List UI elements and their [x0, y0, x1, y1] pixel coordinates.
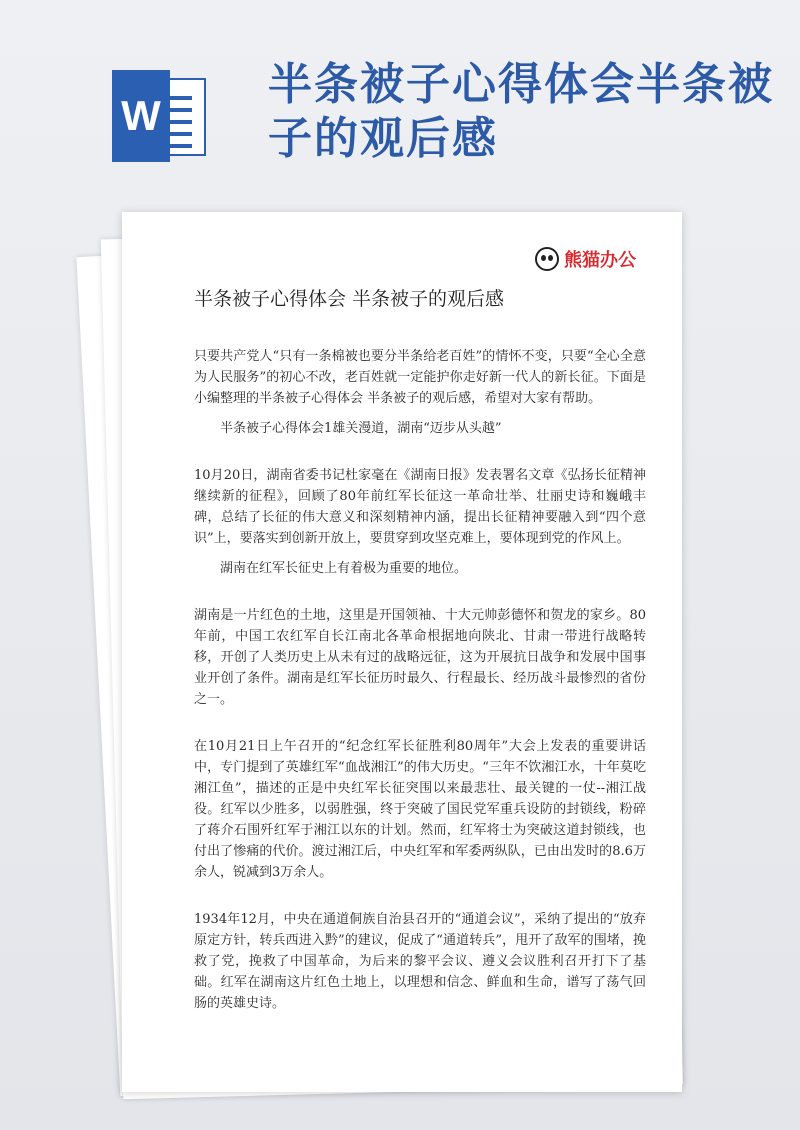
page-title: 半条被子心得体会半条被子的观后感: [268, 59, 774, 164]
paragraph: 在10月21日上午召开的“纪念红军长征胜利80周年”大会上发表的重要讲话中，专门提到了英雄红军“血战湘江”的伟大历史。“三年不饮湘江水，十年莫吃湘江鱼”，描述的正是中央红军长征突围以来最悲壮、最关键的一仗--湘江战役。红军以少胜多，以弱胜强，终于突破了国民党军重兵设防的封锁线，粉碎了蒋介石围歼红军于湘江以东的计划。然而，红军将士为突破这道封锁线，也付出了惨痛的代价。渡过湘江后，中央红军和军委两纵队，已由出发时的8.6万余人，锐减到3万余人。: [194, 739, 646, 880]
section-heading: 半条被子心得体会1雄关漫道，湖南“迈步从头越”: [220, 421, 502, 436]
document-body: [194, 346, 646, 1014]
header-banner: [0, 0, 800, 210]
word-doc-icon: [112, 70, 210, 162]
brand-name: 熊猫办公: [564, 250, 636, 271]
paragraph: 湖南是一片红色的土地，这里是开国领袖、十大元帅彭德怀和贺龙的家乡。80年前，中国工农红军自长江南北各革命根据地向陕北、甘肃一带进行战略转移，开创了人类历史上从未有过的战略远征，这为开展抗日战争和发展中国事业开创了条件。湖南是红军长征历时最久、行程最长、经历战斗最惨烈的省份之一。: [194, 608, 646, 707]
paragraph: 只要共产党人“只有一条棉被也要分半条给老百姓”的情怀不变，只要“全心全意为人民服务”的初心不改，老百姓就一定能护你走好新一代人的新长征。下面是小编整理的半条被子心得体会 半条被子的观后感，希望对大家有帮助。: [194, 349, 646, 406]
document-page: [122, 212, 682, 1092]
paragraph: 1934年12月，中央在通道侗族自治县召开的“通道会议”，采纳了提出的“放弃原定方针，转兵西进入黔”的建议，促成了“通道转兵”，甩开了敌军的围堵，挽救了党，挽救了中国革命，为后来的黎平会议、遵义会议胜利召开打下了基础。红军在湖南这片红色土地上，以理想和信念、鲜血和生命，谱写了荡气回肠的英雄史诗。: [194, 912, 646, 1011]
document-title: 半条被子心得体会 半条被子的观后感: [194, 288, 505, 310]
panda-icon: [535, 247, 559, 271]
brand-logo: [535, 246, 636, 272]
word-letter: W: [112, 70, 170, 162]
paragraph: 湖南在红军长征史上有着极为重要的地位。: [220, 561, 468, 576]
paragraph: 10月20日，湖南省委书记杜家毫在《湖南日报》发表署名文章《弘扬长征精神 继续新的征程》，回顾了80年前红军长征这一革命壮举、壮丽史诗和巍峨丰碑，总结了长征的伟大意义和深刻精神内涵，提出长征精神要融入到“四个意识”上，要落实到创新开放上，要贯穿到攻坚克难上，要体现到党的作风上。: [194, 468, 646, 546]
